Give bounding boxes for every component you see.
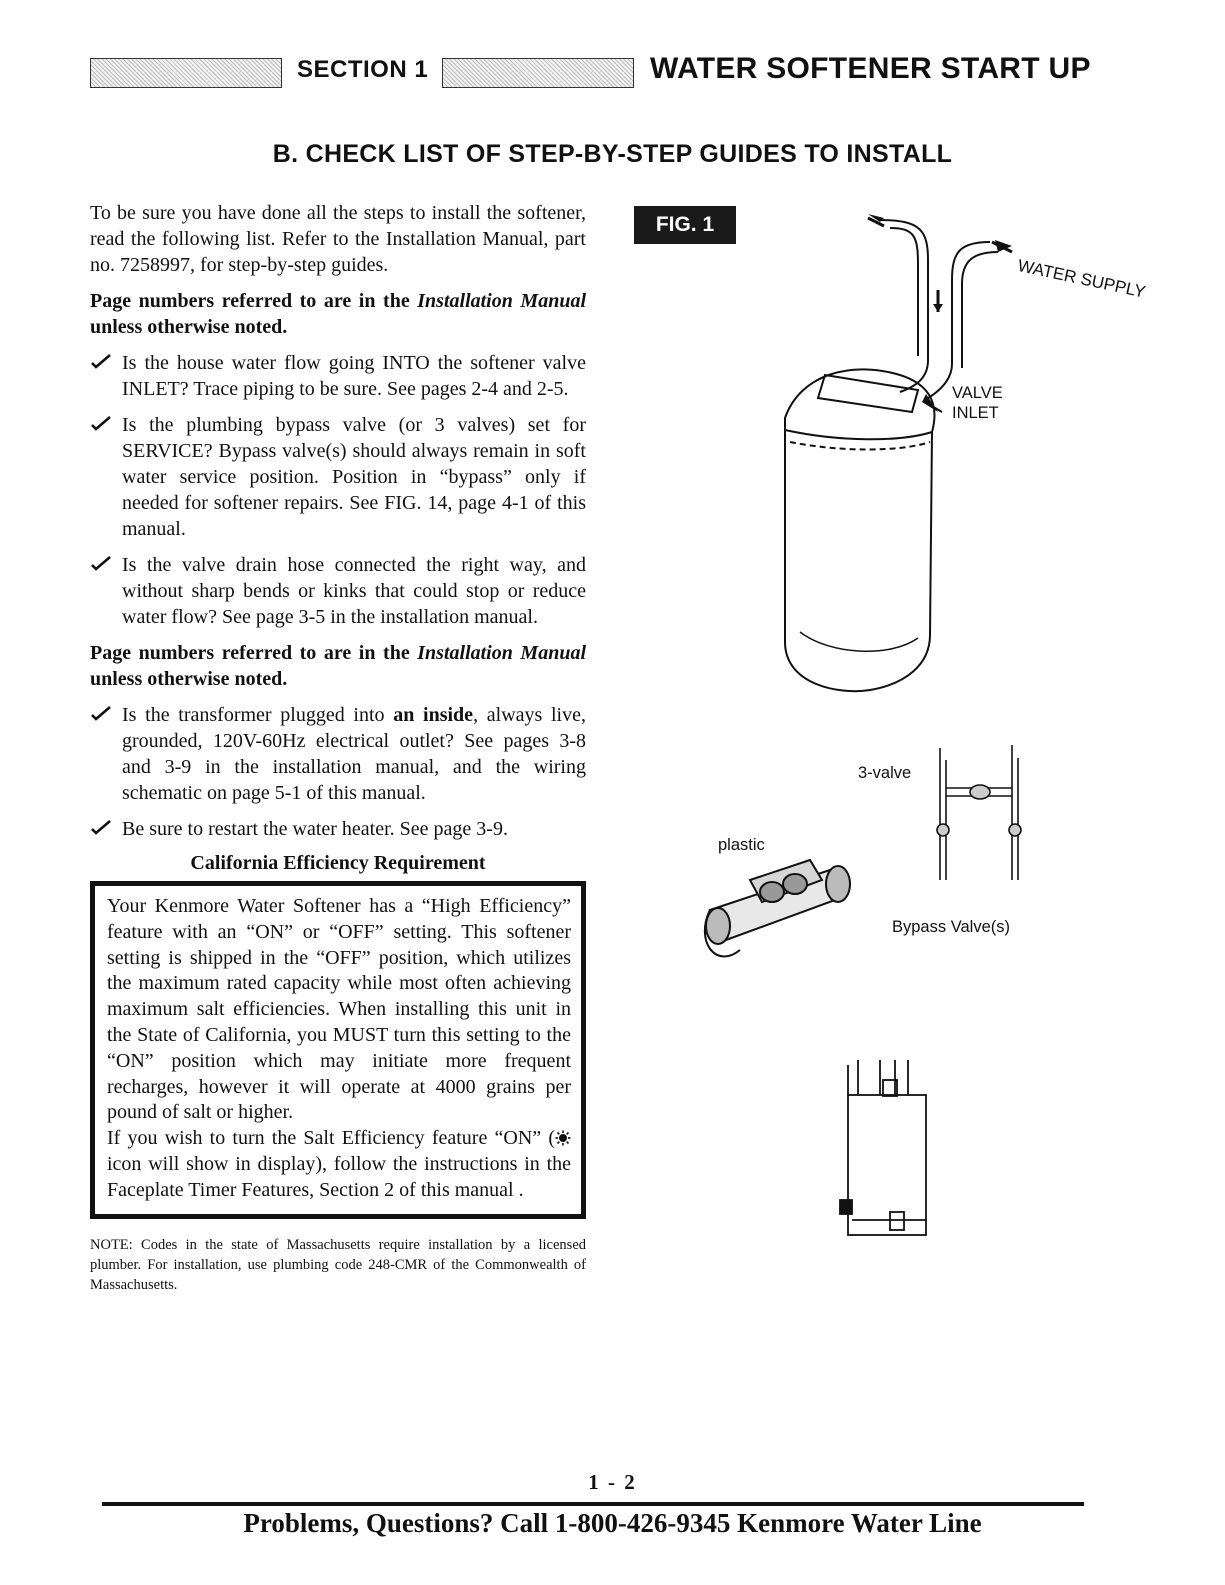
page-reference-note <box>90 288 586 340</box>
checkmark-icon <box>90 350 112 372</box>
checklist-text: Is the plumbing bypass valve (or 3 valves) set for SERVICE? Bypass valve(s) should always remain in soft water service position. Position in “bypass” only if needed for softener repairs. See FIG. 14, page 4-1 of this manual. <box>122 414 586 540</box>
section-header <box>90 52 1115 94</box>
checklist-text: , always live, grounded, 120V-60Hz electrical outlet? See pages 3-8 and 3-9 in the installation manual, and the wiring schematic on page 5-1 of this manual. <box>122 704 586 804</box>
massachusetts-note: NOTE: Codes in the state of Massachusetts require installation by a licensed plumber. For installation, use plumbing code 248-CMR of the Commonwealth of Massachusetts. <box>90 1236 586 1293</box>
installation-drawing <box>600 180 1120 1280</box>
header-hatch-left <box>90 58 282 88</box>
valve-inlet-label-line2: INLET <box>952 404 999 422</box>
pipe-inlet-inner <box>962 252 998 368</box>
california-box <box>90 881 586 1219</box>
california-title: California Efficiency Requirement <box>190 852 486 874</box>
checkmark-icon <box>90 702 112 724</box>
figure-illustration <box>600 180 1148 1280</box>
checklist-item <box>90 350 586 402</box>
checklist-item <box>90 552 586 630</box>
page-reference-note <box>90 640 586 692</box>
checklist-text: Be sure to restart the water heater. See page 3-9. <box>122 818 508 840</box>
water-heater <box>840 1060 926 1235</box>
bypass-valves-label: Bypass Valve(s) <box>892 918 1010 936</box>
checkmark-icon <box>90 412 112 434</box>
footer-divider <box>102 1502 1084 1506</box>
note-suffix: unless otherwise noted. <box>90 668 288 690</box>
checklist-text: Is the valve drain hose connected the right way, and without sharp bends or kinks that could stop or reduce water flow? See page 3-5 in the installation manual. <box>122 554 586 628</box>
note-prefix: Page numbers referred to are in the <box>90 290 418 312</box>
plastic-label: plastic <box>718 836 765 854</box>
note-prefix: Page numbers referred to are in the <box>90 642 418 664</box>
pipe-outlet <box>880 220 928 392</box>
bypass-valve-plastic <box>705 860 850 956</box>
figure-badge: FIG. 1 <box>634 206 736 244</box>
page-title: B. CHECK LIST OF STEP-BY-STEP GUIDES TO INSTALL <box>272 140 953 168</box>
three-valve-label: 3-valve <box>858 764 912 782</box>
checklist-item <box>90 412 586 542</box>
checklist-item <box>90 816 586 842</box>
california-text: icon will show in display), follow the instructions in the Faceplate Timer Features, Section 2 of this manual . <box>107 1152 571 1201</box>
checklist-emphasis: an inside <box>393 704 474 726</box>
flow-arrows <box>868 214 1012 412</box>
page-number: 1 - 2 <box>588 1470 637 1494</box>
intro-paragraph: To be sure you have done all the steps to install the softener, read the following list. Refer to the Installation Manual, part no. 7258997, for step-by-step guides. <box>90 202 586 276</box>
note-italic: Installation Manual <box>417 290 587 312</box>
water-supply-label: WATER SUPPLY <box>1016 256 1148 302</box>
note-suffix: unless otherwise noted. <box>90 316 288 338</box>
section-label: SECTION 1 <box>297 56 429 83</box>
checkmark-icon <box>90 816 112 838</box>
section-title: WATER SOFTENER START UP <box>650 52 1091 85</box>
salt-efficiency-icon <box>555 1130 571 1146</box>
footer-helpline: Problems, Questions? Call 1-800-426-9345 Kenmore Water Line <box>243 1508 982 1538</box>
pipe-inlet <box>925 242 990 400</box>
note-italic: Installation Manual <box>417 642 587 664</box>
valve-inlet-label-line1: VALVE <box>952 384 1003 402</box>
california-paragraph-2 <box>107 1126 571 1203</box>
checkmark-icon <box>90 552 112 574</box>
checklist-text: Is the house water flow going INTO the softener valve INLET? Trace piping to be sure. See pages 2-4 and 2-5. <box>122 352 586 400</box>
three-valve-bypass <box>937 745 1021 880</box>
checklist-item <box>90 702 586 806</box>
left-column <box>90 200 586 1295</box>
softener-body <box>785 430 932 691</box>
california-paragraph: Your Kenmore Water Softener has a “High Efficiency” feature with an “ON” or “OFF” setting. This softener setting is shipped in the “OFF” position, which utilizes the maximum rated capacity while most often achieving maximum salt efficiencies. When installing this unit in the State of California, you MUST turn this setting to the “ON” position which may initiate more frequent recharges, however it will operate at 4000 grains per pound of salt or higher. <box>107 895 571 1124</box>
pipe-outlet-inner <box>890 228 918 356</box>
header-hatch-right <box>442 58 634 88</box>
checklist-text: Is the transformer plugged into <box>122 704 394 726</box>
california-text: If you wish to turn the Salt Efficiency feature “ON” ( <box>107 1127 555 1150</box>
